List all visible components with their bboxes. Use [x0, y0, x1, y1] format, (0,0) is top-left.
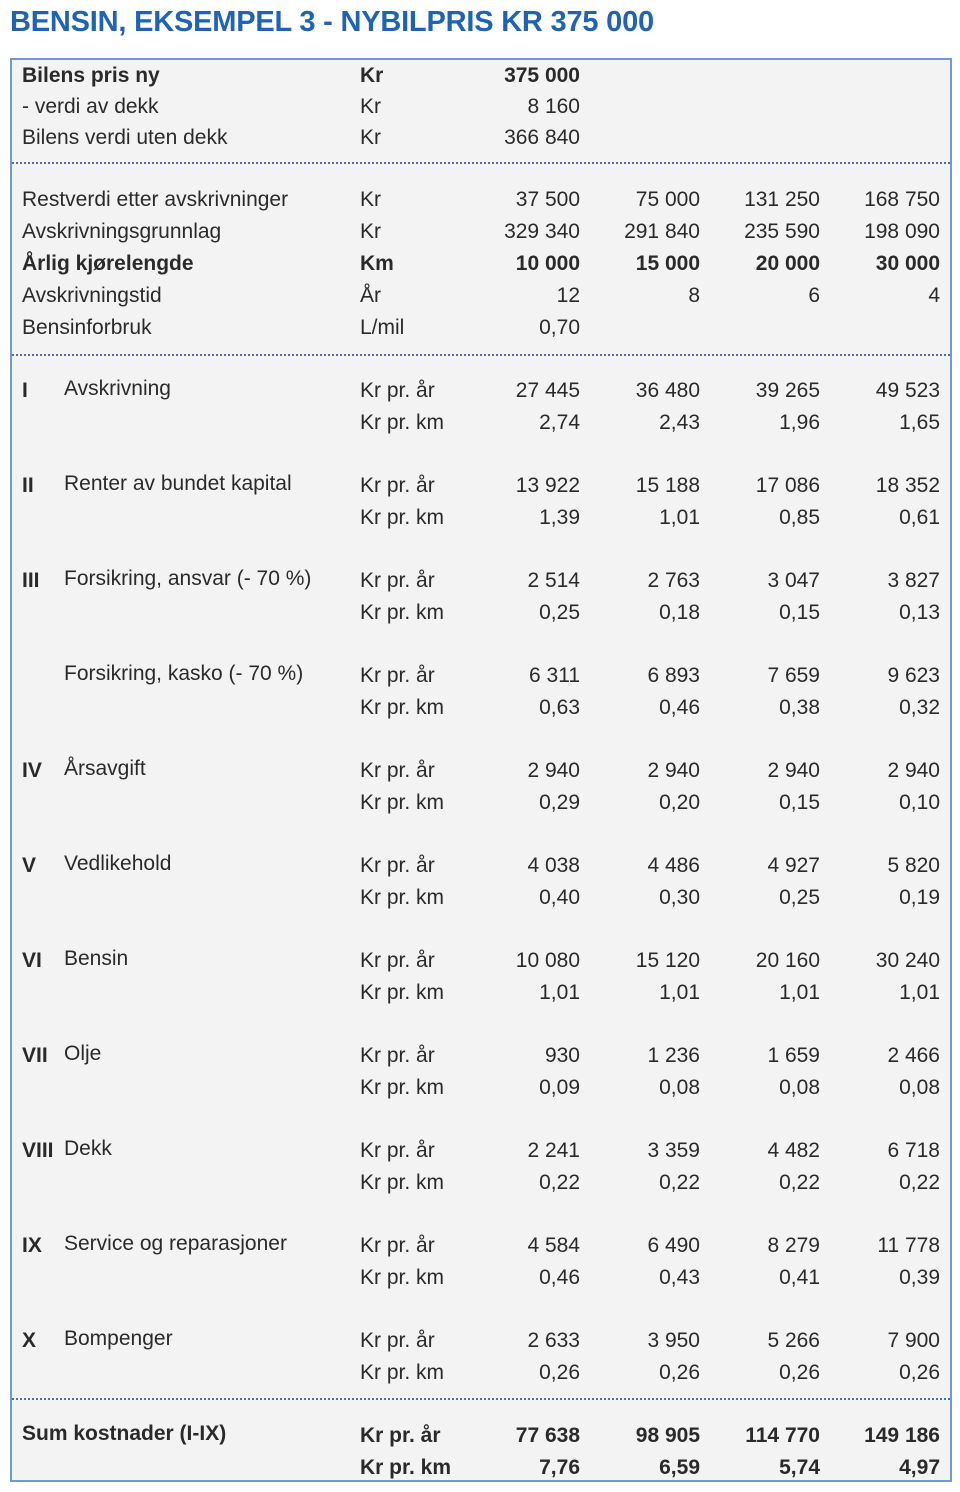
- value-cell: 930: [544, 1044, 580, 1067]
- unit-label: Kr pr. år: [360, 1044, 435, 1067]
- parameter-row: [12, 216, 950, 248]
- roman-numeral: V: [22, 854, 37, 877]
- cost-table: [10, 58, 952, 1482]
- unit-label: År: [360, 284, 381, 307]
- cost-row-per-year: [12, 470, 950, 502]
- value-cell: 30 000: [875, 252, 940, 275]
- unit-label: Kr pr. km: [360, 506, 445, 529]
- cost-label: Årsavgift: [64, 757, 146, 780]
- value-cell: 1 659: [767, 1044, 820, 1067]
- value-cell: 77 638: [515, 1424, 580, 1447]
- roman-numeral: IV: [22, 759, 42, 782]
- cost-row-per-year: [12, 1325, 950, 1357]
- value-cell: 1,01: [899, 981, 940, 1004]
- parameter-row: [12, 280, 950, 312]
- value-cell: 6,59: [659, 1456, 700, 1479]
- value-cell: 1,01: [659, 981, 700, 1004]
- value-cell: 12: [556, 284, 580, 307]
- unit-label: Kr pr. km: [360, 1076, 445, 1099]
- price-row: [12, 60, 950, 92]
- value-cell: 235 590: [744, 220, 820, 243]
- value-cell: 20 160: [755, 949, 820, 972]
- value-cell: 6 893: [647, 664, 700, 687]
- value-cell: 329 340: [504, 220, 580, 243]
- row-label: Avskrivningstid: [22, 284, 162, 307]
- row-label: Restverdi etter avskrivninger: [22, 188, 289, 211]
- cost-label: Bompenger: [64, 1327, 173, 1350]
- value-cell: 98 905: [635, 1424, 700, 1447]
- value-cell: 0,46: [659, 696, 700, 719]
- unit-label: Kr pr. år: [360, 1424, 441, 1447]
- roman-numeral: VI: [22, 949, 42, 972]
- value-cell: 0,29: [539, 791, 580, 814]
- value-cell: 0,15: [779, 791, 820, 814]
- value-cell: 0,41: [779, 1266, 820, 1289]
- value-cell: 1,65: [899, 411, 940, 434]
- unit-label: Kr pr. km: [360, 791, 445, 814]
- value-cell: 7 659: [767, 664, 820, 687]
- cost-row-per-km: [12, 692, 950, 724]
- value-cell: 0,19: [899, 886, 940, 909]
- value-cell: 10 000: [515, 252, 580, 275]
- unit-label: Kr pr. år: [360, 1234, 435, 1257]
- unit-label: Kr pr. km: [360, 1171, 445, 1194]
- cost-row-per-year: [12, 1040, 950, 1072]
- value-cell: 39 265: [755, 379, 820, 402]
- value-cell: 0,26: [899, 1361, 940, 1384]
- value-cell: 4 927: [767, 854, 820, 877]
- value-cell: 1,39: [539, 506, 580, 529]
- price-row: [12, 122, 950, 154]
- value-cell: 168 750: [864, 188, 940, 211]
- value-cell: 6 490: [647, 1234, 700, 1257]
- row-label: Bilens pris ny: [22, 64, 160, 87]
- cost-row-per-year: [12, 1230, 950, 1262]
- value-cell: 2 940: [887, 759, 940, 782]
- unit-label: Kr pr. km: [360, 696, 445, 719]
- value-cell: 0,26: [539, 1361, 580, 1384]
- cost-label: Forsikring, ansvar (- 70 %): [64, 567, 312, 590]
- value-cell: 2 763: [647, 569, 700, 592]
- value-cell: 2 633: [527, 1329, 580, 1352]
- value-cell: 7,76: [539, 1456, 580, 1479]
- roman-numeral: III: [22, 569, 40, 592]
- unit-label: Kr: [360, 64, 384, 87]
- value-cell: 15 188: [635, 474, 700, 497]
- value-cell: 0,20: [659, 791, 700, 814]
- value-cell: 0,22: [899, 1171, 940, 1194]
- sum-row-per-year: [12, 1420, 950, 1452]
- cost-row-per-year: [12, 1135, 950, 1167]
- unit-label: Kr: [360, 126, 381, 149]
- value-cell: 10 080: [515, 949, 580, 972]
- cost-label: Vedlikehold: [64, 852, 172, 875]
- value-cell: 0,15: [779, 601, 820, 624]
- value-cell: 2 940: [647, 759, 700, 782]
- value-cell: 291 840: [624, 220, 700, 243]
- value-cell: 75 000: [635, 188, 700, 211]
- sum-row-per-km: [12, 1452, 950, 1484]
- roman-numeral: II: [22, 474, 34, 497]
- value-cell: 131 250: [744, 188, 820, 211]
- value-cell: 27 445: [515, 379, 580, 402]
- value-cell: 1,96: [779, 411, 820, 434]
- cost-label: Service og reparasjoner: [64, 1232, 287, 1255]
- value-cell: 0,25: [779, 886, 820, 909]
- separator: [12, 1398, 950, 1400]
- parameter-row: [12, 312, 950, 344]
- cost-label: Avskrivning: [64, 377, 171, 400]
- value-cell: 0,63: [539, 696, 580, 719]
- value-cell: 2 466: [887, 1044, 940, 1067]
- value-cell: 3 047: [767, 569, 820, 592]
- cost-label: Dekk: [64, 1137, 112, 1160]
- row-label: Årlig kjørelengde: [22, 252, 194, 275]
- value-cell: 5,74: [779, 1456, 820, 1479]
- unit-label: Kr pr. km: [360, 981, 445, 1004]
- value-cell: 7 900: [887, 1329, 940, 1352]
- cost-row-per-year: [12, 945, 950, 977]
- cost-row-per-year: [12, 375, 950, 407]
- row-label: Bensinforbruk: [22, 316, 152, 339]
- value-cell: 30 240: [875, 949, 940, 972]
- value-cell: 2 514: [527, 569, 580, 592]
- value-cell: 3 359: [647, 1139, 700, 1162]
- value-cell: 9 623: [887, 664, 940, 687]
- value-cell: 114 770: [745, 1424, 820, 1447]
- cost-row-per-km: [12, 1167, 950, 1199]
- value-cell: 0,25: [539, 601, 580, 624]
- value-cell: 366 840: [504, 126, 580, 149]
- value-cell: 0,18: [659, 601, 700, 624]
- cost-row-per-km: [12, 597, 950, 629]
- cost-row-per-km: [12, 787, 950, 819]
- value-cell: 0,22: [539, 1171, 580, 1194]
- value-cell: 4 584: [527, 1234, 580, 1257]
- parameter-row: [12, 248, 950, 280]
- cost-label: Bensin: [64, 947, 129, 970]
- cost-row-per-year: [12, 850, 950, 882]
- row-label: Avskrivningsgrunnlag: [22, 220, 222, 243]
- roman-numeral: VIII: [22, 1139, 54, 1162]
- value-cell: 0,26: [779, 1361, 820, 1384]
- cost-row-per-km: [12, 1357, 950, 1389]
- cost-row-per-km: [12, 407, 950, 439]
- roman-numeral: IX: [22, 1234, 42, 1257]
- cost-row-per-year: [12, 660, 950, 692]
- value-cell: 0,61: [899, 506, 940, 529]
- value-cell: 15 120: [635, 949, 700, 972]
- separator: [12, 354, 950, 356]
- unit-label: Kr: [360, 95, 381, 118]
- value-cell: 49 523: [875, 379, 940, 402]
- unit-label: Kr pr. km: [360, 1361, 445, 1384]
- value-cell: 18 352: [875, 474, 940, 497]
- roman-numeral: X: [22, 1329, 37, 1352]
- cost-label: Renter av bundet kapital: [64, 472, 292, 495]
- unit-label: Kr: [360, 220, 381, 243]
- unit-label: Kr pr. år: [360, 854, 435, 877]
- value-cell: 0,10: [899, 791, 940, 814]
- roman-numeral: VII: [22, 1044, 48, 1067]
- value-cell: 0,30: [659, 886, 700, 909]
- unit-label: Kr pr. år: [360, 664, 435, 687]
- value-cell: 3 950: [647, 1329, 700, 1352]
- roman-numeral: I: [22, 379, 28, 402]
- value-cell: 0,43: [659, 1266, 700, 1289]
- value-cell: 8 160: [527, 95, 580, 118]
- value-cell: 2 241: [527, 1139, 580, 1162]
- value-cell: 4 038: [527, 854, 580, 877]
- value-cell: 6 718: [887, 1139, 940, 1162]
- value-cell: 36 480: [635, 379, 700, 402]
- value-cell: 0,40: [539, 886, 580, 909]
- value-cell: 0,39: [899, 1266, 940, 1289]
- separator: [12, 162, 950, 164]
- cost-row-per-km: [12, 1262, 950, 1294]
- unit-label: Kr pr. år: [360, 379, 435, 402]
- value-cell: 0,22: [659, 1171, 700, 1194]
- value-cell: 0,70: [539, 316, 580, 339]
- value-cell: 4: [928, 284, 940, 307]
- price-row: [12, 91, 950, 123]
- value-cell: 0,46: [539, 1266, 580, 1289]
- unit-label: Kr pr. år: [360, 949, 435, 972]
- value-cell: 1,01: [539, 981, 580, 1004]
- value-cell: 0,32: [899, 696, 940, 719]
- value-cell: 0,08: [659, 1076, 700, 1099]
- value-cell: 5 266: [767, 1329, 820, 1352]
- cost-row-per-km: [12, 1072, 950, 1104]
- unit-label: Kr pr. år: [360, 474, 435, 497]
- unit-label: Kr pr. km: [360, 601, 445, 624]
- cost-row-per-km: [12, 502, 950, 534]
- value-cell: 20 000: [755, 252, 820, 275]
- value-cell: 1,01: [659, 506, 700, 529]
- value-cell: 4,97: [899, 1456, 940, 1479]
- page-title: BENSIN, EKSEMPEL 3 - NYBILPRIS KR 375 000: [10, 6, 654, 38]
- cost-label: Forsikring, kasko (- 70 %): [64, 662, 304, 685]
- value-cell: 15 000: [635, 252, 700, 275]
- value-cell: 0,08: [779, 1076, 820, 1099]
- value-cell: 3 827: [887, 569, 940, 592]
- value-cell: 1,01: [779, 981, 820, 1004]
- value-cell: 0,08: [899, 1076, 940, 1099]
- value-cell: 4 486: [647, 854, 700, 877]
- cost-row-per-year: [12, 565, 950, 597]
- unit-label: Kr pr. år: [360, 759, 435, 782]
- cost-label: Olje: [64, 1042, 102, 1065]
- value-cell: 17 086: [755, 474, 820, 497]
- value-cell: 8 279: [767, 1234, 820, 1257]
- value-cell: 1 236: [647, 1044, 700, 1067]
- value-cell: 37 500: [515, 188, 580, 211]
- unit-label: Kr pr. km: [360, 1266, 445, 1289]
- value-cell: 11 778: [877, 1234, 940, 1257]
- parameter-row: [12, 184, 950, 216]
- unit-label: Kr pr. km: [360, 886, 445, 909]
- cost-row-per-km: [12, 882, 950, 914]
- unit-label: L/mil: [360, 316, 405, 339]
- value-cell: 149 186: [864, 1424, 940, 1447]
- value-cell: 2 940: [527, 759, 580, 782]
- unit-label: Kr pr. år: [360, 569, 435, 592]
- value-cell: 0,13: [899, 601, 940, 624]
- value-cell: 2,74: [539, 411, 580, 434]
- value-cell: 375 000: [504, 64, 580, 87]
- value-cell: 0,26: [659, 1361, 700, 1384]
- value-cell: 198 090: [864, 220, 940, 243]
- value-cell: 0,38: [779, 696, 820, 719]
- value-cell: 0,85: [779, 506, 820, 529]
- value-cell: 0,09: [539, 1076, 580, 1099]
- cost-row-per-year: [12, 755, 950, 787]
- unit-label: Kr pr. år: [360, 1139, 435, 1162]
- value-cell: 0,22: [779, 1171, 820, 1194]
- value-cell: 13 922: [515, 474, 580, 497]
- row-label: - verdi av dekk: [22, 95, 159, 118]
- unit-label: Km: [360, 252, 394, 275]
- value-cell: 6 311: [529, 664, 580, 687]
- unit-label: Kr: [360, 188, 381, 211]
- value-cell: 8: [688, 284, 700, 307]
- value-cell: 4 482: [767, 1139, 820, 1162]
- value-cell: 5 820: [887, 854, 940, 877]
- unit-label: Kr pr. km: [360, 1456, 452, 1479]
- value-cell: 2,43: [659, 411, 700, 434]
- unit-label: Kr pr. km: [360, 411, 445, 434]
- cost-row-per-km: [12, 977, 950, 1009]
- sum-label: Sum kostnader (I-IX): [22, 1422, 227, 1445]
- row-label: Bilens verdi uten dekk: [22, 126, 228, 149]
- unit-label: Kr pr. år: [360, 1329, 435, 1352]
- value-cell: 2 940: [767, 759, 820, 782]
- value-cell: 6: [808, 284, 820, 307]
